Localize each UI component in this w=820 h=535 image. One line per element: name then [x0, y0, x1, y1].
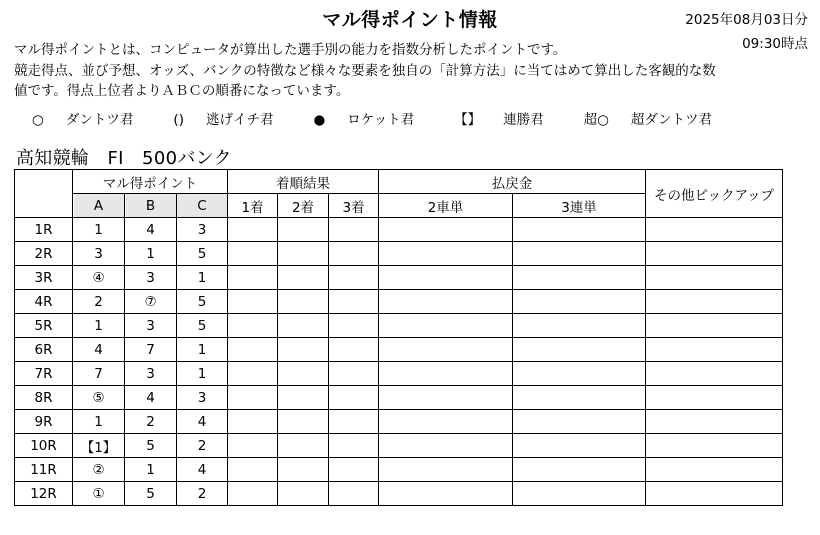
description-line: マル得ポイントとは、コンピュータが算出した選手別の能力を指数分析したポイントです。 — [14, 42, 567, 58]
payout-exacta-cell — [379, 386, 513, 410]
description-line: 値です。得点上位者よりＡＢＣの順番になっています。 — [14, 83, 350, 99]
result-first-cell — [228, 266, 278, 290]
legend-symbol-cho-dantotsu: 超○ — [583, 112, 609, 128]
payout-trifecta-cell — [513, 434, 646, 458]
legend-label-rensho: 連勝君 — [503, 112, 544, 128]
description — [14, 40, 804, 102]
point-b-cell: 4 — [125, 218, 177, 242]
point-c-cell: 2 — [177, 482, 228, 506]
header-results: 着順結果 — [228, 170, 379, 194]
point-a-cell: 1 — [73, 410, 125, 434]
description-line: 競走得点、並び予想、オッズ、バンクの特徴など様々な要素を独自の「計算方法」に当てはめて算出した客観的な数 — [14, 62, 716, 79]
table-row — [15, 314, 783, 338]
result-second-cell — [278, 362, 329, 386]
point-b-cell: 3 — [125, 362, 177, 386]
table-row — [15, 290, 783, 314]
legend-symbol-rensho: 【】 — [454, 112, 482, 128]
payout-trifecta-cell — [513, 338, 646, 362]
header-a: A — [73, 194, 125, 218]
point-c-cell: 5 — [177, 242, 228, 266]
result-third-cell — [329, 314, 379, 338]
race-cell: 2R — [15, 242, 73, 266]
table-row — [15, 458, 783, 482]
point-c-cell: 3 — [177, 386, 228, 410]
point-a-cell: 7 — [73, 362, 125, 386]
header-c: C — [177, 194, 228, 218]
other-pickup-cell — [646, 482, 783, 506]
result-second-cell — [278, 290, 329, 314]
race-cell: 4R — [15, 290, 73, 314]
page-title: マル得ポイント情報 — [322, 9, 498, 31]
point-a-cell: 1 — [73, 218, 125, 242]
payout-trifecta-cell — [513, 266, 646, 290]
header-second: 2着 — [278, 194, 329, 218]
point-a-cell: ② — [73, 458, 125, 482]
race-cell: 6R — [15, 338, 73, 362]
point-a-cell: ④ — [73, 266, 125, 290]
point-a-cell: 【1】 — [73, 434, 125, 458]
legend-label-dantotsu: ダントツ君 — [65, 112, 134, 128]
header-other: その他ピックアップ — [646, 170, 783, 218]
point-b-cell: 5 — [125, 482, 177, 506]
point-b-cell: ⑦ — [125, 290, 177, 314]
table-row — [15, 482, 783, 506]
point-a-cell: 3 — [73, 242, 125, 266]
legend-symbol-nigeichi: () — [173, 112, 184, 128]
other-pickup-cell — [646, 458, 783, 482]
legend-label-cho-dantotsu: 超ダントツ君 — [630, 112, 712, 128]
point-b-cell: 5 — [125, 434, 177, 458]
result-first-cell — [228, 338, 278, 362]
point-c-cell: 4 — [177, 410, 228, 434]
point-a-cell: 4 — [73, 338, 125, 362]
result-second-cell — [278, 338, 329, 362]
point-a-cell: ⑤ — [73, 386, 125, 410]
result-third-cell — [329, 482, 379, 506]
point-c-cell: 1 — [177, 362, 228, 386]
point-c-cell: 1 — [177, 266, 228, 290]
header-third: 3着 — [329, 194, 379, 218]
table-row — [15, 434, 783, 458]
result-first-cell — [228, 314, 278, 338]
payout-trifecta-cell — [513, 362, 646, 386]
other-pickup-cell — [646, 386, 783, 410]
result-third-cell — [329, 458, 379, 482]
result-third-cell — [329, 386, 379, 410]
other-pickup-cell — [646, 362, 783, 386]
result-second-cell — [278, 242, 329, 266]
table-body — [15, 218, 783, 506]
result-first-cell — [228, 482, 278, 506]
result-second-cell — [278, 458, 329, 482]
result-first-cell — [228, 458, 278, 482]
result-third-cell — [329, 410, 379, 434]
payout-exacta-cell — [379, 266, 513, 290]
race-cell: 11R — [15, 458, 73, 482]
other-pickup-cell — [646, 338, 783, 362]
table-row — [15, 218, 783, 242]
header-payout: 払戻金 — [379, 170, 646, 194]
point-b-cell: 1 — [125, 458, 177, 482]
race-cell: 9R — [15, 410, 73, 434]
point-b-cell: 1 — [125, 242, 177, 266]
result-first-cell — [228, 242, 278, 266]
point-c-cell: 5 — [177, 314, 228, 338]
points-table — [14, 169, 783, 506]
point-c-cell: 4 — [177, 458, 228, 482]
result-first-cell — [228, 434, 278, 458]
point-a-cell: 1 — [73, 314, 125, 338]
result-second-cell — [278, 266, 329, 290]
result-second-cell — [278, 434, 329, 458]
result-first-cell — [228, 410, 278, 434]
result-third-cell — [329, 242, 379, 266]
payout-exacta-cell — [379, 482, 513, 506]
other-pickup-cell — [646, 218, 783, 242]
result-third-cell — [329, 434, 379, 458]
legend-label-nigeichi: 逃げイチ君 — [205, 112, 274, 128]
legend — [32, 108, 752, 128]
result-first-cell — [228, 290, 278, 314]
other-pickup-cell — [646, 290, 783, 314]
point-a-cell: 2 — [73, 290, 125, 314]
header-first: 1着 — [228, 194, 278, 218]
point-c-cell: 2 — [177, 434, 228, 458]
point-b-cell: 4 — [125, 386, 177, 410]
result-third-cell — [329, 290, 379, 314]
point-a-cell: ① — [73, 482, 125, 506]
result-second-cell — [278, 386, 329, 410]
payout-trifecta-cell — [513, 314, 646, 338]
result-second-cell — [278, 218, 329, 242]
race-cell: 12R — [15, 482, 73, 506]
result-third-cell — [329, 338, 379, 362]
point-c-cell: 5 — [177, 290, 228, 314]
payout-exacta-cell — [379, 242, 513, 266]
race-cell: 10R — [15, 434, 73, 458]
payout-exacta-cell — [379, 338, 513, 362]
result-first-cell — [228, 218, 278, 242]
payout-exacta-cell — [379, 458, 513, 482]
payout-exacta-cell — [379, 410, 513, 434]
payout-exacta-cell — [379, 434, 513, 458]
point-b-cell: 2 — [125, 410, 177, 434]
venue-subtitle: 高知競輪 FI 500バンク — [16, 148, 232, 169]
payout-trifecta-cell — [513, 482, 646, 506]
header-race — [15, 170, 73, 218]
table-row — [15, 410, 783, 434]
payout-exacta-cell — [379, 362, 513, 386]
payout-trifecta-cell — [513, 386, 646, 410]
table-row — [15, 266, 783, 290]
result-first-cell — [228, 362, 278, 386]
race-cell: 3R — [15, 266, 73, 290]
payout-exacta-cell — [379, 218, 513, 242]
legend-symbol-rocket: ● — [313, 112, 326, 128]
point-b-cell: 3 — [125, 314, 177, 338]
other-pickup-cell — [646, 314, 783, 338]
header-exacta: 2車単 — [379, 194, 513, 218]
result-third-cell — [329, 218, 379, 242]
header-trifecta: 3連単 — [513, 194, 646, 218]
race-cell: 8R — [15, 386, 73, 410]
payout-trifecta-cell — [513, 242, 646, 266]
other-pickup-cell — [646, 266, 783, 290]
race-cell: 5R — [15, 314, 73, 338]
result-second-cell — [278, 482, 329, 506]
point-b-cell: 7 — [125, 338, 177, 362]
race-cell: 7R — [15, 362, 73, 386]
other-pickup-cell — [646, 434, 783, 458]
table-row — [15, 362, 783, 386]
result-second-cell — [278, 410, 329, 434]
table-row — [15, 386, 783, 410]
legend-symbol-dantotsu: ○ — [32, 112, 44, 128]
point-b-cell: 3 — [125, 266, 177, 290]
result-third-cell — [329, 266, 379, 290]
payout-exacta-cell — [379, 290, 513, 314]
header-b: B — [125, 194, 177, 218]
date-text: 2025年08月03日分 — [685, 12, 808, 28]
result-second-cell — [278, 314, 329, 338]
payout-trifecta-cell — [513, 458, 646, 482]
payout-trifecta-cell — [513, 218, 646, 242]
payout-trifecta-cell — [513, 410, 646, 434]
other-pickup-cell — [646, 242, 783, 266]
table-row — [15, 242, 783, 266]
time-text: 09:30時点 — [742, 36, 808, 52]
payout-exacta-cell — [379, 314, 513, 338]
other-pickup-cell — [646, 410, 783, 434]
legend-label-rocket: ロケット君 — [347, 112, 415, 128]
race-cell: 1R — [15, 218, 73, 242]
result-third-cell — [329, 362, 379, 386]
point-c-cell: 1 — [177, 338, 228, 362]
payout-trifecta-cell — [513, 290, 646, 314]
header-points: マル得ポイント — [73, 170, 228, 194]
point-c-cell: 3 — [177, 218, 228, 242]
result-first-cell — [228, 386, 278, 410]
table-row — [15, 338, 783, 362]
